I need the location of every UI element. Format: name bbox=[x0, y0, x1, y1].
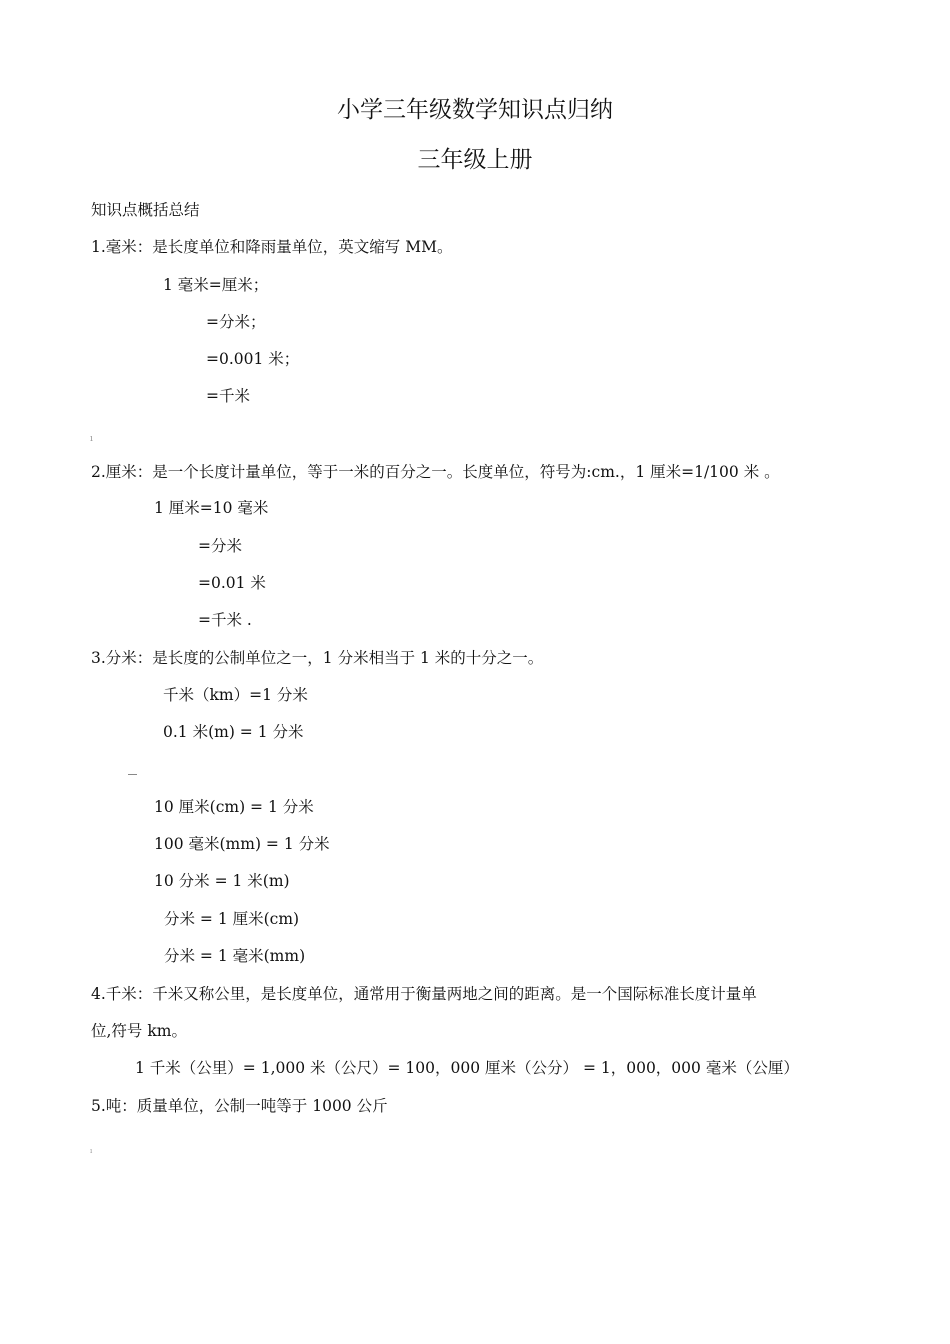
page-mark: ı bbox=[90, 434, 93, 444]
section-heading: 知识点概括总结 bbox=[91, 201, 200, 219]
document-title: 小学三年级数学知识点归纳 bbox=[337, 97, 613, 123]
item-dm-line: 0.1 米(m) = 1 分米 bbox=[163, 723, 304, 741]
item-dm-line: 千米（km）=1 分米 bbox=[163, 686, 308, 704]
item-cm-heading: 2.厘米：是一个长度计量单位，等于一米的百分之一。长度单位，符号为:cm.，1 厘米=1/100 米 。 bbox=[91, 463, 780, 481]
item-dm-line: 分米 = 1 厘米(cm) bbox=[164, 910, 300, 928]
item-mm-line: =千米 bbox=[206, 387, 250, 405]
item-km-heading: 4.千米：千米又称公里，是长度单位，通常用于衡量两地之间的距离。是一个国际标准长度计量单 bbox=[91, 985, 757, 1003]
item-cm-line: =千米 . bbox=[198, 611, 252, 629]
item-dm-heading: 3.分米：是长度的公制单位之一，1 分米相当于 1 米的十分之一。 bbox=[91, 649, 544, 667]
item-dm-line: 100 毫米(mm) = 1 分米 bbox=[154, 835, 330, 853]
item-dm-line: 分米 = 1 毫米(mm) bbox=[164, 947, 306, 965]
document-subtitle: 三年级上册 bbox=[417, 147, 533, 173]
item-cm-line: =分米 bbox=[198, 537, 242, 555]
item-mm-line: =0.001 米； bbox=[206, 350, 300, 368]
item-km-line: 1 千米（公里）= 1,000 米（公尺）= 100，000 厘米（公分） = 1，000，000 毫米（公厘） bbox=[135, 1059, 799, 1077]
item-cm-line: =0.01 米 bbox=[198, 574, 266, 592]
item-mm-heading: 1.毫米：是长度单位和降雨量单位，英文缩写 MM。 bbox=[91, 238, 453, 256]
item-km-heading-cont: 位,符号 km。 bbox=[91, 1022, 187, 1040]
item-dm-line: 10 分米 = 1 米(m) bbox=[154, 872, 290, 890]
item-ton-heading: 5.吨：质量单位，公制一吨等于 1000 公斤 bbox=[91, 1097, 388, 1115]
item-mm-line: =分米； bbox=[206, 313, 266, 331]
page-mark: ı bbox=[90, 1147, 93, 1155]
item-dm-line: 10 厘米(cm) = 1 分米 bbox=[154, 798, 314, 816]
dash-mark bbox=[128, 774, 137, 775]
item-cm-line: 1 厘米=10 毫米 bbox=[154, 499, 269, 517]
item-mm-line: 1 毫米=厘米； bbox=[163, 276, 269, 294]
